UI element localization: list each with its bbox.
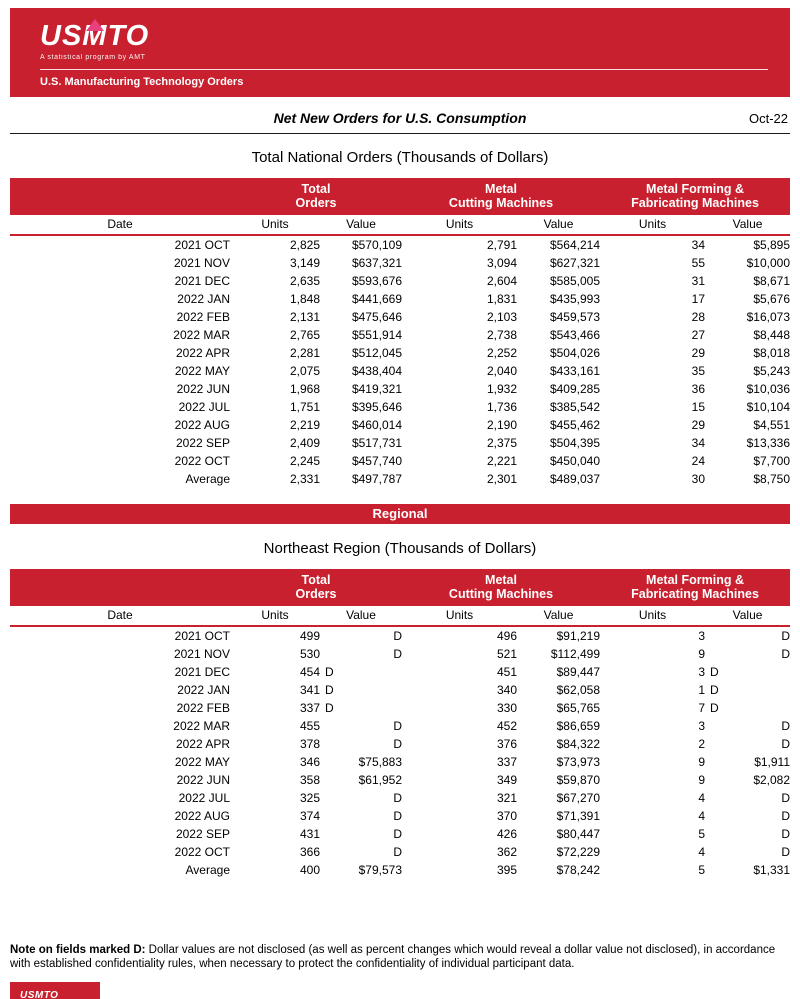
data-cell: D: [393, 809, 402, 823]
date-cell: 2021 OCT: [174, 629, 230, 643]
data-cell: $543,466: [549, 328, 601, 342]
date-cell: 2022 MAY: [174, 755, 230, 769]
national-section-title: Total National Orders (Thousands of Dollars): [251, 149, 549, 166]
data-row: [10, 843, 790, 861]
data-cell: $5,895: [753, 238, 791, 252]
data-cell: $1,911: [754, 755, 791, 769]
data-row: [10, 308, 790, 326]
usmto-banner: [10, 8, 790, 97]
group-header-spacer: [10, 569, 230, 606]
data-cell: $80,447: [556, 827, 601, 841]
data-cell: $5,243: [753, 364, 791, 378]
date-cell: 2021 DEC: [174, 665, 230, 679]
data-cell: $570,109: [351, 238, 402, 252]
data-cell: D: [710, 701, 719, 715]
data-cell: $86,659: [556, 719, 601, 733]
data-cell: D: [781, 719, 791, 733]
logo-arrow-icon: [86, 19, 104, 31]
data-cell: $72,229: [556, 845, 601, 859]
data-cell: $62,058: [556, 683, 601, 697]
group-header-total-orders: [230, 569, 402, 606]
data-cell: D: [781, 791, 791, 805]
data-cell: 4: [698, 809, 706, 823]
data-cell: $395,646: [351, 400, 402, 414]
date-cell: 2022 FEB: [176, 701, 230, 715]
banner-subtitle: U.S. Manufacturing Technology Orders: [40, 76, 244, 88]
data-cell: 2,252: [486, 346, 517, 360]
data-cell: $4,551: [753, 418, 791, 432]
data-cell: D: [325, 665, 334, 679]
data-cell: $637,321: [351, 256, 402, 270]
date-cell: 2022 APR: [175, 737, 230, 751]
data-cell: 330: [496, 701, 517, 715]
data-cell: 2,825: [289, 238, 320, 252]
data-cell: $497,787: [351, 472, 402, 486]
col-header-units: Units: [402, 215, 517, 235]
northeast-region-table: [10, 569, 790, 879]
report-header: [10, 110, 790, 134]
data-cell: 27: [691, 328, 706, 342]
data-cell: $91,219: [556, 629, 601, 643]
data-cell: D: [781, 845, 791, 859]
date-cell: 2022 JUN: [176, 382, 230, 396]
data-cell: $79,573: [358, 863, 402, 877]
data-cell: 2,765: [289, 328, 320, 342]
group-header-metal-forming: [600, 569, 790, 606]
col-header-value: Value: [517, 215, 600, 235]
data-row: [10, 645, 790, 663]
group-header-line: Orders: [295, 196, 337, 210]
data-cell: $13,336: [746, 436, 791, 450]
data-cell: 455: [299, 719, 320, 733]
data-cell: 3: [698, 719, 706, 733]
data-cell: $75,883: [358, 755, 402, 769]
data-cell: $504,395: [549, 436, 601, 450]
col-header-units: Units: [600, 606, 705, 626]
data-cell: $59,870: [556, 773, 601, 787]
data-cell: 366: [299, 845, 320, 859]
data-cell: 28: [691, 310, 706, 324]
group-header-line: Metal Forming &: [646, 573, 744, 587]
column-subheader-row: [10, 606, 790, 626]
data-cell: D: [393, 791, 402, 805]
data-row: [10, 362, 790, 380]
data-cell: $489,037: [549, 472, 601, 486]
date-cell: 2022 OCT: [174, 845, 230, 859]
data-row: [10, 825, 790, 843]
average-row: [10, 470, 790, 488]
date-cell: 2022 JAN: [177, 292, 230, 306]
data-cell: 426: [496, 827, 517, 841]
data-cell: D: [710, 683, 719, 697]
data-row: [10, 789, 790, 807]
data-cell: 9: [698, 647, 706, 661]
data-cell: 2,604: [486, 274, 517, 288]
data-row: [10, 452, 790, 470]
data-cell: 3: [698, 629, 706, 643]
group-header-metal-cutting: [402, 569, 600, 606]
data-cell: $78,242: [556, 863, 601, 877]
data-row: [10, 272, 790, 290]
data-cell: $457,740: [351, 454, 402, 468]
data-cell: $455,462: [549, 418, 601, 432]
confidentiality-note: [10, 943, 790, 971]
data-cell: D: [393, 737, 402, 751]
date-cell: 2022 MAY: [174, 364, 230, 378]
data-cell: $71,391: [556, 809, 601, 823]
data-cell: 9: [698, 755, 706, 769]
data-cell: $1,331: [753, 863, 791, 877]
date-cell: 2022 MAR: [173, 719, 230, 733]
data-cell: $84,322: [556, 737, 601, 751]
data-cell: $65,765: [556, 701, 601, 715]
data-cell: 346: [299, 755, 320, 769]
data-row: [10, 699, 790, 717]
data-cell: D: [781, 809, 791, 823]
group-header-spacer: [10, 178, 230, 215]
data-cell: 2,219: [289, 418, 320, 432]
data-cell: 337: [299, 701, 320, 715]
data-cell: $450,040: [549, 454, 601, 468]
data-cell: 3,094: [486, 256, 517, 270]
data-cell: $475,646: [351, 310, 402, 324]
date-cell: 2022 JAN: [177, 683, 230, 697]
data-cell: 452: [496, 719, 517, 733]
data-cell: 2,635: [289, 274, 320, 288]
data-cell: D: [325, 701, 334, 715]
data-cell: $7,700: [753, 454, 791, 468]
data-cell: 2,131: [289, 310, 320, 324]
date-cell: 2022 MAR: [173, 328, 230, 342]
date-cell: 2022 JUN: [176, 773, 230, 787]
data-cell: 2,375: [486, 436, 517, 450]
col-header-value: Value: [320, 606, 402, 626]
col-header-date: Date: [10, 215, 230, 235]
usmto-logo-text: USMTO: [40, 20, 150, 52]
data-cell: 341: [299, 683, 320, 697]
date-cell: 2022 JUL: [178, 400, 230, 414]
average-label: Average: [185, 472, 230, 486]
data-cell: 358: [299, 773, 320, 787]
date-cell: 2022 JUL: [178, 791, 230, 805]
data-cell: 340: [496, 683, 517, 697]
data-row: [10, 235, 790, 254]
col-header-units: Units: [230, 215, 320, 235]
data-cell: 2,221: [486, 454, 517, 468]
usmto-logo-small: USMTO: [20, 990, 59, 999]
column-group-row: [10, 569, 790, 606]
data-cell: D: [393, 719, 402, 733]
data-row: [10, 380, 790, 398]
data-cell: 5: [698, 863, 706, 877]
col-header-value: Value: [705, 606, 790, 626]
data-cell: 3: [698, 665, 706, 679]
data-cell: 31: [691, 274, 706, 288]
data-cell: 1,831: [486, 292, 517, 306]
data-cell: 376: [496, 737, 517, 751]
data-cell: 1,968: [289, 382, 320, 396]
data-cell: 2,409: [289, 436, 320, 450]
data-cell: 499: [299, 629, 320, 643]
group-header-line: Fabricating Machines: [631, 587, 759, 601]
data-cell: 2,331: [289, 472, 320, 486]
data-row: [10, 290, 790, 308]
group-header-line: Metal: [485, 182, 517, 196]
date-cell: 2022 APR: [175, 346, 230, 360]
data-cell: 30: [691, 472, 706, 486]
data-cell: $564,214: [549, 238, 601, 252]
report-date: Oct-22: [748, 111, 788, 126]
data-cell: 2,301: [486, 472, 517, 486]
data-cell: 2,245: [289, 454, 320, 468]
data-cell: 29: [691, 346, 706, 360]
note-label: Note on fields marked D:: [10, 944, 146, 956]
data-cell: D: [781, 737, 791, 751]
northeast-section-title: Northeast Region (Thousands of Dollars): [263, 540, 537, 557]
group-header-line: Cutting Machines: [448, 196, 554, 210]
col-header-units: Units: [230, 606, 320, 626]
data-cell: 2: [698, 737, 706, 751]
date-cell: 2021 OCT: [174, 238, 230, 252]
data-row: [10, 753, 790, 771]
data-cell: 362: [496, 845, 517, 859]
data-cell: 4: [698, 791, 706, 805]
data-cell: 24: [691, 454, 706, 468]
data-cell: 1,736: [486, 400, 517, 414]
data-cell: 34: [691, 238, 706, 252]
group-header-total-orders: [230, 178, 402, 215]
data-cell: 431: [299, 827, 320, 841]
logo-tagline: A statistical program by AMT: [40, 54, 146, 61]
data-row: [10, 326, 790, 344]
data-cell: 521: [496, 647, 517, 661]
data-cell: 400: [299, 863, 320, 877]
average-row: [10, 861, 790, 879]
data-cell: $385,542: [549, 400, 601, 414]
data-cell: 496: [496, 629, 517, 643]
data-cell: $112,499: [550, 647, 601, 661]
data-cell: $459,573: [549, 310, 601, 324]
data-cell: 2,738: [486, 328, 517, 342]
data-cell: $433,161: [549, 364, 601, 378]
data-cell: $8,018: [753, 346, 791, 360]
data-row: [10, 434, 790, 452]
data-cell: D: [710, 665, 719, 679]
national-table-body: [10, 235, 790, 488]
group-header-line: Metal Forming &: [646, 182, 744, 196]
col-header-units: Units: [402, 606, 517, 626]
data-cell: 7: [698, 701, 706, 715]
data-row: [10, 735, 790, 753]
date-cell: 2021 NOV: [173, 647, 230, 661]
data-cell: 374: [299, 809, 320, 823]
data-cell: $627,321: [549, 256, 601, 270]
data-cell: 5: [698, 827, 706, 841]
national-orders-table: [10, 178, 790, 488]
data-cell: $10,036: [746, 382, 791, 396]
data-cell: D: [325, 683, 334, 697]
data-cell: $585,005: [549, 274, 601, 288]
data-cell: $517,731: [351, 436, 402, 450]
data-cell: 530: [299, 647, 320, 661]
data-cell: $419,321: [351, 382, 402, 396]
data-cell: $8,671: [753, 274, 791, 288]
data-cell: 349: [496, 773, 517, 787]
data-cell: 55: [691, 256, 706, 270]
group-header-line: Fabricating Machines: [631, 196, 759, 210]
data-cell: $16,073: [746, 310, 791, 324]
data-cell: $2,082: [753, 773, 791, 787]
data-cell: 4: [698, 845, 706, 859]
data-cell: $460,014: [351, 418, 402, 432]
northeast-table-body: [10, 626, 790, 879]
data-cell: $8,750: [753, 472, 791, 486]
data-cell: $73,973: [556, 755, 601, 769]
col-header-date: Date: [10, 606, 230, 626]
data-cell: $551,914: [351, 328, 402, 342]
data-cell: 15: [691, 400, 706, 414]
group-header-line: Total: [301, 573, 331, 587]
usmto-logo: [40, 22, 149, 51]
data-cell: $67,270: [556, 791, 601, 805]
data-cell: 34: [691, 436, 706, 450]
data-cell: 321: [496, 791, 517, 805]
data-cell: 454: [299, 665, 320, 679]
data-cell: 1: [698, 683, 706, 697]
data-cell: $409,285: [549, 382, 601, 396]
data-cell: 29: [691, 418, 706, 432]
data-cell: 370: [496, 809, 517, 823]
data-row: [10, 344, 790, 362]
data-cell: $441,669: [351, 292, 402, 306]
banner-divider: [40, 69, 768, 70]
data-cell: D: [781, 629, 791, 643]
data-cell: 2,040: [486, 364, 517, 378]
date-cell: 2022 OCT: [174, 454, 230, 468]
data-cell: 9: [698, 773, 706, 787]
data-cell: $593,676: [351, 274, 402, 288]
data-cell: 325: [299, 791, 320, 805]
data-row: [10, 717, 790, 735]
data-row: [10, 398, 790, 416]
data-cell: $61,952: [358, 773, 402, 787]
group-header-line: Cutting Machines: [448, 587, 554, 601]
date-cell: 2022 AUG: [174, 418, 230, 432]
average-label: Average: [185, 863, 230, 877]
group-header-line: Orders: [295, 587, 337, 601]
data-cell: $512,045: [351, 346, 402, 360]
col-header-value: Value: [705, 215, 790, 235]
data-cell: D: [781, 647, 791, 661]
data-cell: $10,104: [746, 400, 791, 414]
data-row: [10, 254, 790, 272]
data-cell: 2,791: [486, 238, 517, 252]
data-cell: $8,448: [753, 328, 791, 342]
data-cell: 3,149: [289, 256, 320, 270]
data-cell: 2,281: [289, 346, 320, 360]
data-cell: D: [393, 629, 402, 643]
data-cell: D: [393, 647, 402, 661]
northeast-table-header: [10, 569, 790, 626]
data-cell: 2,103: [486, 310, 517, 324]
data-cell: $438,404: [351, 364, 402, 378]
report-title: Net New Orders for U.S. Consumption: [273, 110, 527, 126]
data-row: [10, 663, 790, 681]
data-cell: 1,932: [486, 382, 517, 396]
note-text: Dollar values are not disclosed (as well as percent changes which would reveal a dollar value not disclosed), in accordance with established confidentiality rules, when necessary to protect the confidentiality of individual participant data.: [10, 944, 776, 970]
data-row: [10, 807, 790, 825]
data-cell: $10,000: [746, 256, 791, 270]
data-cell: $504,026: [549, 346, 601, 360]
data-cell: 17: [691, 292, 706, 306]
data-cell: 2,075: [289, 364, 320, 378]
date-cell: 2022 FEB: [176, 310, 230, 324]
col-header-value: Value: [320, 215, 402, 235]
data-row: [10, 416, 790, 434]
date-cell: 2021 DEC: [174, 274, 230, 288]
national-table-header: [10, 178, 790, 235]
group-header-line: Metal: [485, 573, 517, 587]
data-cell: 1,848: [289, 292, 320, 306]
data-cell: 36: [691, 382, 706, 396]
data-cell: 337: [496, 755, 517, 769]
data-cell: 395: [496, 863, 517, 877]
col-header-units: Units: [600, 215, 705, 235]
data-cell: $89,447: [556, 665, 601, 679]
group-header-line: Total: [301, 182, 331, 196]
data-cell: D: [781, 827, 791, 841]
date-cell: 2022 SEP: [175, 827, 230, 841]
col-header-value: Value: [517, 606, 600, 626]
group-header-metal-cutting: [402, 178, 600, 215]
column-group-row: [10, 178, 790, 215]
data-row: [10, 771, 790, 789]
date-cell: 2022 AUG: [174, 809, 230, 823]
data-cell: 451: [496, 665, 517, 679]
data-cell: 35: [691, 364, 706, 378]
data-row: [10, 681, 790, 699]
data-row: [10, 626, 790, 645]
data-cell: $435,993: [549, 292, 601, 306]
data-cell: $5,676: [753, 292, 791, 306]
data-cell: 2,190: [486, 418, 517, 432]
data-cell: D: [393, 827, 402, 841]
date-cell: 2021 NOV: [173, 256, 230, 270]
data-cell: D: [393, 845, 402, 859]
date-cell: 2022 SEP: [175, 436, 230, 450]
group-header-metal-forming: [600, 178, 790, 215]
regional-section-banner: Regional: [10, 504, 790, 524]
data-cell: 378: [299, 737, 320, 751]
data-cell: 1,751: [289, 400, 320, 414]
column-subheader-row: [10, 215, 790, 235]
